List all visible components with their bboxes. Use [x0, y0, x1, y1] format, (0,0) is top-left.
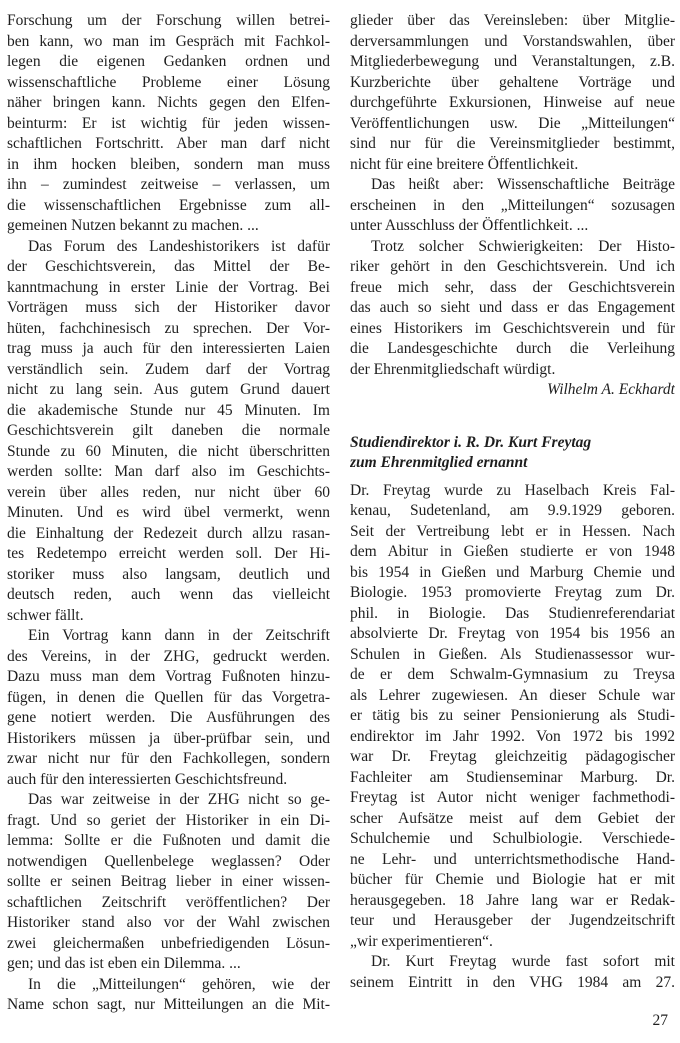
- text-line: die akademische Stunde nur 45 Minuten. Im: [7, 401, 330, 419]
- text-line: Kurzberichte über gehaltene Vorträge und: [350, 73, 675, 91]
- text-line: gen; und das ist eben ein Dilemma. ...: [7, 955, 241, 972]
- text-line: Dr. Freytag wurde zu Haselbach Kreis Fal-: [350, 481, 675, 499]
- text-line: verständlich sein. Zudem darf der Vortrag: [7, 360, 330, 378]
- text-line: in ihm hocken bleiben, sondern man muss: [7, 155, 330, 173]
- text-line: schaftlichen Fortschritt. Aber man darf nicht: [7, 135, 330, 152]
- text-line: gene notiert werden. Die Ausführungen des: [7, 709, 330, 726]
- text-line: schwer fällt.: [7, 606, 84, 624]
- text-line: Wilhelm A. Eckhardt: [547, 381, 675, 398]
- text-line: kenau, Sudetenland, am 9.9.1929 geboren.: [350, 502, 675, 519]
- text-line: Veröffentlichungen usw. Die „Mitteilungen“: [350, 114, 675, 132]
- text-line: tes Redetempo erreicht werden soll. Der Hi-: [7, 545, 330, 562]
- text-line: beinturm: Er ist wichtig für jeden wissen-: [7, 114, 330, 132]
- column-left: [7, 11, 330, 1016]
- text-line: näher bringen kann. Nichts gegen den Elfen-: [7, 94, 330, 111]
- paragraph: [7, 11, 330, 237]
- text-line: Fachleiter am Studienseminar Marburg. Dr.: [350, 768, 675, 786]
- text-line: Minuten. Und es wird übel vermerkt, wenn: [7, 504, 330, 521]
- paragraph: [350, 175, 675, 237]
- text-line: ne Lehr- und unterrichtsmethodische Hand-: [350, 850, 675, 868]
- text-line: des Vereins, in der ZHG, gedruckt werden.: [7, 647, 330, 665]
- text-line: ben kann, wo man im Gespräch mit Fachkol-: [7, 32, 330, 50]
- text-line: seinem Eintritt in den VHG 1984 am 27.: [350, 973, 675, 991]
- signature: [350, 380, 675, 401]
- text-line: nicht zu lang sein. Aus gutem Grund dauert: [7, 381, 330, 398]
- text-line: Das Forum des Landeshistorikers ist dafür: [28, 237, 330, 255]
- text-line: fragt. Und so geriet der Historiker in ein Di-: [7, 811, 330, 829]
- text-line: Das heißt aber: Wissenschaftliche Beiträge: [371, 176, 675, 193]
- text-line: zwei gleichermaßen unbefriedigenden Lösun-: [7, 934, 330, 952]
- text-line: Dazu muss man dem Vortrag Fußnoten hinzu-: [7, 668, 330, 685]
- text-line: In die „Mitteilungen“ gehören, wie der: [28, 975, 330, 993]
- text-line: verein über alles reden, nur nicht über 60: [7, 483, 330, 501]
- text-line: herausgegeben. 18 Jahre lang war er Redak-: [350, 891, 675, 909]
- text-line: teur und Herausgeber der Jugendzeitschrift: [350, 912, 675, 929]
- text-line: das auch so sieht und dass er das Engagement: [350, 299, 675, 316]
- text-line: Geschichtsverein gilt daneben die normale: [7, 422, 330, 439]
- text-line: deutsch reden, auch wenn das vielleicht: [7, 586, 330, 603]
- text-line: Historikers müssen ja über-prüfbar sein, und: [7, 729, 330, 747]
- text-line: Name schon sagt, nur Mitteilungen an die Mit-: [7, 996, 330, 1013]
- text-line: Seit der Vertreibung lebt er in Hessen. Nach: [350, 522, 675, 540]
- text-line: war Dr. Freytag gleichzeitig pädagogischer: [350, 748, 675, 765]
- text-line: Stunde zu 60 Minuten, die nicht überschritten: [7, 442, 330, 460]
- text-line: „wir experimentieren“.: [350, 932, 493, 950]
- text-line: absolvierte Dr. Freytag von 1954 bis 1956 an: [350, 625, 675, 642]
- paragraph: [350, 237, 675, 381]
- paragraph: [350, 952, 675, 993]
- text-line: sind nur für die Vereinsmitglieder bestimmt,: [350, 135, 675, 152]
- text-line: als Lehrer zugewiesen. An dieser Schule war: [350, 686, 675, 704]
- text-line: scher Aufsätze meist auf dem Gebiet der: [350, 809, 675, 827]
- text-line: schaftlichen Zeitschrift veröffentlichen? Der: [7, 893, 330, 911]
- text-line: bücher für Chemie und Biologie hat er mit: [350, 871, 675, 888]
- text-line: Ein Vortrag kann dann in der Zeitschrift: [28, 627, 330, 644]
- text-line: Dr. Kurt Freytag wurde fast sofort mit: [371, 953, 675, 970]
- text-line: trag muss ja auch für den interessierten Laien: [7, 340, 330, 357]
- text-line: dem Abitur in Gießen studierte er von 1948: [350, 543, 675, 560]
- text-line: Mitgliederbewegung und Veranstaltungen, z.B.: [350, 53, 675, 70]
- text-line: storiker muss also langsam, deutlich und: [7, 565, 330, 583]
- text-line: notwendigen Quellenbelege weglassen? Oder: [7, 852, 330, 870]
- text-line: Biologie. 1953 promovierte Freytag zum Dr.: [350, 584, 675, 601]
- text-line: legen die eigenen Gedanken ordnen und: [7, 53, 330, 70]
- text-line: die Landesgeschichte durch die Verleihung: [350, 340, 675, 357]
- text-line: gemeinen Nutzen bekannt zu machen. ...: [7, 217, 259, 234]
- text-line: Trotz solcher Schwierigkeiten: Der Histo-: [371, 237, 675, 255]
- text-line: der Ehrenmitgliedschaft würdigt.: [350, 360, 556, 378]
- text-line: Schulchemie und Schulbiologie. Verschiede-: [350, 830, 675, 847]
- text-line: zum Ehrenmitglied ernannt: [350, 454, 528, 471]
- text-line: kanntmachung in erster Linie der Vortrag. Bei: [7, 278, 330, 296]
- text-line: Schulen in Gießen. Als Studienassessor wur-: [350, 645, 675, 663]
- text-line: wissenschaftliche Probleme einer Lösung: [7, 73, 330, 91]
- text-line: Das war zeitweise in der ZHG nicht so ge-: [28, 791, 330, 808]
- text-line: durchgeführte Exkursionen, Hinweise auf neue: [350, 94, 675, 111]
- paragraph: [7, 626, 330, 790]
- paragraph: [7, 237, 330, 627]
- page-number: 27: [652, 1012, 668, 1029]
- text-line: erscheinen in den „Mitteilungen“ sozusagen: [350, 196, 675, 214]
- text-line: der Geschichtsverein, das Mittel der Be-: [7, 258, 330, 275]
- text-line: freue mich sehr, dass der Geschichtsverein: [350, 278, 675, 296]
- paragraph: [350, 11, 675, 175]
- text-line: die Einhaltung der Redezeit durch allzu rasan-: [7, 524, 330, 542]
- text-line: fügen, in denen die Quellen für das Vorgetra-: [7, 688, 330, 706]
- column-right: [350, 11, 675, 993]
- text-line: Historiker stand also vor der Wahl zwischen: [7, 914, 330, 931]
- text-line: Vorträgen muss sich der Historiker davor: [7, 299, 330, 316]
- text-line: auch für den interessierten Geschichtsfreund.: [7, 770, 288, 788]
- text-line: ihn – zumindest zeitweise – verlassen, um: [7, 176, 330, 193]
- text-line: endirektor im Jahr 1992. Von 1972 bis 1992: [350, 727, 675, 745]
- paragraph: [350, 481, 675, 953]
- text-line: derversammlungen und Vorstandswahlen, über: [350, 32, 675, 50]
- paragraph: [7, 975, 330, 1016]
- text-line: phil. in Biologie. Das Studienreferendariat: [350, 604, 675, 622]
- text-line: glieder über das Vereinsleben: über Mitglie-: [350, 12, 675, 29]
- text-line: lemma: Sollte er die Fußnoten und damit die: [7, 832, 330, 849]
- text-line: sollte er seinen Beitrag lieber in einer wissen-: [7, 873, 330, 890]
- text-line: Freytag ist Autor nicht weniger fachmethodi-: [350, 789, 675, 806]
- text-line: de er dem Schwalm-Gymnasium zu Treysa: [350, 666, 675, 683]
- text-line: bis 1954 in Gießen und Marburg Chemie und: [350, 563, 675, 581]
- paragraph: [7, 790, 330, 975]
- text-line: Studiendirektor i. R. Dr. Kurt Freytag: [350, 433, 592, 451]
- text-line: unter Ausschluss der Öffentlichkeit. ...: [350, 217, 589, 234]
- text-line: die wissenschaftlichen Ergebnisse zum all-: [7, 196, 330, 214]
- heading: [350, 433, 675, 474]
- text-line: werden sollte: Man darf also im Geschichts-: [7, 463, 330, 480]
- text-line: eines Historikers im Geschichtsverein und für: [350, 319, 675, 337]
- text-line: nicht für eine breitere Öffentlichkeit.: [350, 155, 579, 173]
- text-line: hüten, fachchinesisch zu sprechen. Der Vor-: [7, 319, 330, 337]
- text-line: riker gehört in den Geschichtsverein. Und ich: [350, 258, 675, 275]
- text-line: Forschung um der Forschung willen betrei-: [7, 12, 330, 29]
- text-line: zwar nicht nur für den Fachkollegen, sondern: [7, 750, 330, 767]
- text-line: er tätig bis zu seiner Pensionierung als Studi-: [350, 707, 675, 724]
